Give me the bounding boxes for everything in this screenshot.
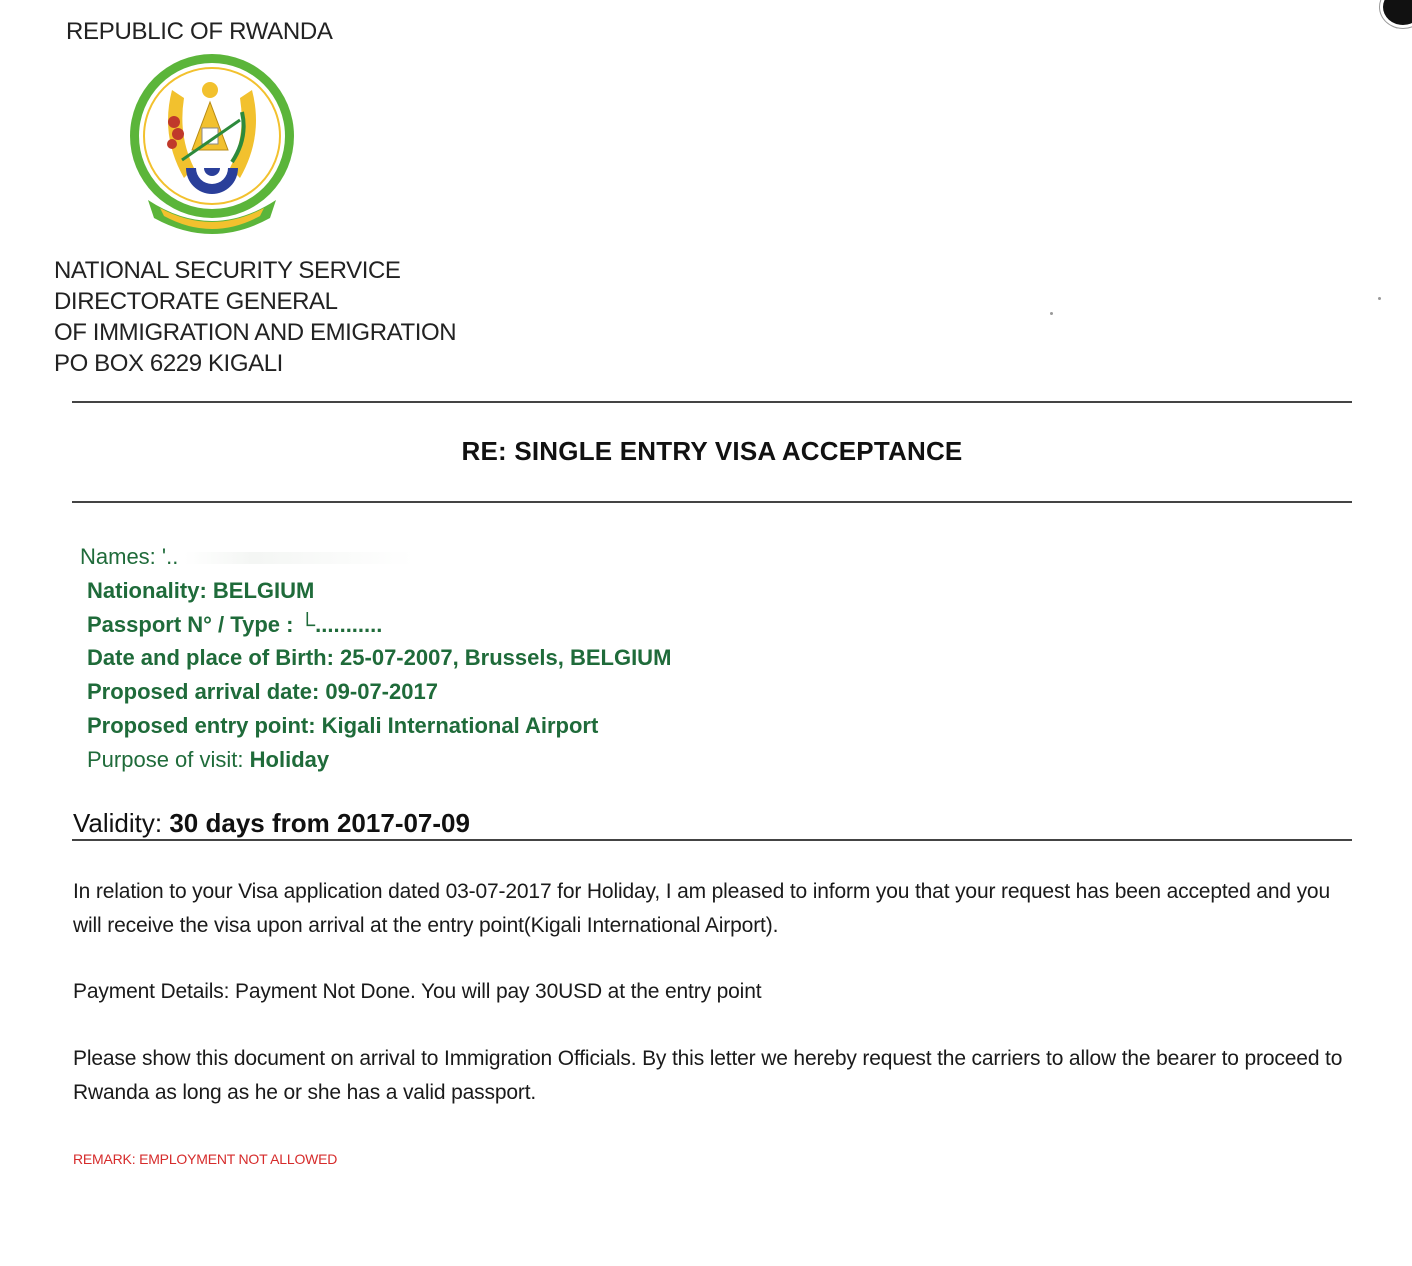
address-line: OF IMMIGRATION AND EMIGRATION xyxy=(54,319,457,346)
payment-paragraph: Payment Details: Payment Not Done. You will pay 30USD at the entry point xyxy=(73,980,762,1003)
names-value: '.. xyxy=(161,544,179,569)
birth-row xyxy=(80,641,671,675)
redacted-name xyxy=(184,552,414,564)
passport-text: Passport N° / Type : └........... xyxy=(87,611,383,637)
subject-heading: RE: SINGLE ENTRY VISA ACCEPTANCE xyxy=(461,436,963,466)
subject-divider xyxy=(72,501,1352,503)
purpose-value: Holiday xyxy=(249,746,330,772)
acceptance-paragraph: In relation to your Visa application dated 03-07-2017 for Holiday, I am pleased to inform you that your request has been accepted and you will receive the visa upon arrival at the entry point(Kigali International Airport). xyxy=(73,880,1330,937)
birth-text: Date and place of Birth: 25-07-2007, Brussels, BELGIUM xyxy=(87,645,672,671)
entry-point-row xyxy=(80,709,671,743)
scan-speck xyxy=(1050,312,1053,315)
validity-value: 30 days from 2017-07-09 xyxy=(169,808,470,838)
purpose-row xyxy=(80,743,671,777)
arrival-row xyxy=(80,675,671,709)
instructions-paragraph: Please show this document on arrival to Immigration Officials. By this letter we hereby request the carriers to allow the bearer to proceed to Rwanda as long as he or she has a valid passport. xyxy=(73,1047,1343,1104)
scan-speck xyxy=(1378,297,1381,300)
names-label: Names: xyxy=(80,544,156,569)
rwanda-coat-of-arms-icon xyxy=(120,50,304,242)
arrival-text: Proposed arrival date: 09-07-2017 xyxy=(87,679,438,705)
passport-row xyxy=(80,608,671,642)
address-line: NATIONAL SECURITY SERVICE xyxy=(54,257,401,284)
country-title: REPUBLIC OF RWANDA xyxy=(66,18,333,45)
applicant-details xyxy=(80,540,671,777)
validity-label: Validity: xyxy=(73,808,163,838)
nationality-text: Nationality: BELGIUM xyxy=(87,577,315,603)
nationality-row xyxy=(80,574,671,608)
top-divider xyxy=(72,401,1352,403)
remark: REMARK: EMPLOYMENT NOT ALLOWED xyxy=(73,1151,338,1167)
validity xyxy=(73,808,470,839)
address-line: DIRECTORATE GENERAL xyxy=(54,288,338,315)
issuer-address xyxy=(54,255,456,379)
address-line: PO BOX 6229 KIGALI xyxy=(54,350,283,377)
entry-point-text: Proposed entry point: Kigali International Airport xyxy=(87,712,599,738)
close-icon[interactable] xyxy=(1380,0,1412,28)
purpose-label: Purpose of visit: xyxy=(87,746,244,772)
validity-divider xyxy=(72,839,1352,841)
names-row xyxy=(80,540,671,574)
